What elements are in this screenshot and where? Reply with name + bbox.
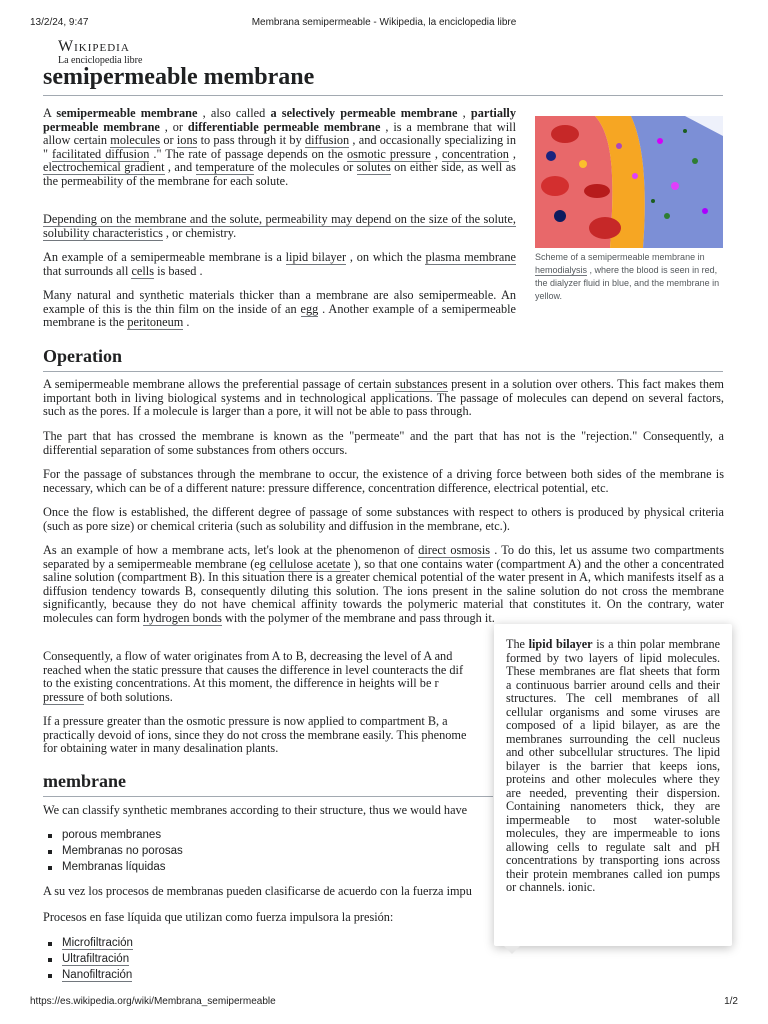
link-concentration[interactable]: concentration [441, 146, 509, 161]
logo-tagline: La enciclopedia libre [58, 55, 143, 66]
molecule-icon [546, 151, 556, 161]
link-diffusion[interactable]: diffusion [304, 133, 350, 147]
molecule-icon [554, 210, 566, 222]
intro-paragraph-3: An example of a semipermeable membrane is a lipid bilayer , on which the plasma membrane that surrounds all cells is based . [43, 250, 516, 278]
popup-text: The lipid bilayer is a thin polar membrane formed by two layers of lipid molecules. These membranes are flat sheets that form a continuous barrier around cells and their structures. The cell membranes of all cellular organisms and some viruses are composed of a lipid bilayer, as are the membranes surrounding the cell nucleus and other subcellular structures. The lipid bilayer is the barrier that keeps ions, proteins and other molecules where they are needed, preventing their dispersion. Containing nanometers thick, they are impermeable to most water-soluble molecules, they are impermeable to ions allowing cells to regulate salt and pH concentrations by transporting ions across their protein membranes called ion pumps or channels. ionic. [506, 637, 720, 894]
print-url: https://es.wikipedia.org/wiki/Membrana_semipermeable [30, 996, 276, 1007]
operation-paragraph-5: As an example of how a membrane acts, let's look at the phenomenon of direct osmosis . To do this, let us assume two compartments separated by a semipermeable membrane (eg cellulose acetate ), so that one contains water (compartment A) and the other a concentrated saline solution (compartment B). In this situation there is a greater chemical potential of the water present in A, which manifests itself as a diffusion tendency towards B, consequently diluting this solution. The ions present in the saline solution do not cross the membrane significantly, because they do not have chemical affinity towards the polymeric material that constitutes it. On the contrary, water molecules can form hydrogen bonds with the polymer of the membrane and pass through it. [43, 543, 724, 625]
operation-paragraph-7: If a pressure greater than the osmotic pressure is now applied to compartment B, a practically devoid of ions, since they do not cross the membrane easily. This phenome for obtaining water in many desalination plants. [43, 714, 467, 755]
operation-paragraph-3: For the passage of substances through the membrane to occur, the existence of a driving force between both sides of the membrane is necessary, which can be of a different nature: pressure difference, concentration difference, electrical potential, etc. [43, 467, 724, 495]
molecule-icon [616, 143, 622, 149]
link-solubility[interactable]: Depending on the membrane and the solute, permeability may depend on the size of the solute, solubility characteristics [43, 212, 516, 240]
operation-paragraph-4: Once the flow is established, the different degree of passage of some substances with respect to others is produced by physical criteria (such as pore size) or chemical criteria (such as solubility and diffusion in the membrane, etc.). [43, 505, 724, 533]
red-blood-cell-icon [589, 217, 621, 239]
link-ultrafiltracion[interactable]: Ultrafiltración [62, 953, 130, 965]
molecule-icon [702, 208, 708, 214]
link-preview-popup[interactable] [494, 624, 732, 946]
link-substances[interactable]: substances [394, 377, 448, 391]
molecule-icon [664, 213, 670, 219]
red-blood-cell-icon [541, 176, 569, 196]
link-cellulose-acetate[interactable]: cellulose acetate [269, 556, 351, 571]
list-item: Membranas no porosas [43, 843, 183, 859]
print-page-number: 1/2 [724, 996, 738, 1007]
link-lipid-bilayer[interactable]: lipid bilayer [285, 250, 347, 264]
dialyzer-region [631, 116, 723, 248]
figure-caption: Scheme of a semipermeable membrane in hemodialysis , where the blood is seen in red, the dialyzer fluid in blue, and the membrane in yellow. [535, 252, 720, 301]
link-ions[interactable]: ions [176, 133, 198, 147]
molecule-icon [657, 138, 663, 144]
membrane-paragraph-3: Procesos en fase líquida que utilizan como fuerza impulsora la presión: [43, 910, 394, 924]
link-peritoneum[interactable]: peritoneum [127, 315, 184, 329]
molecule-icon [692, 158, 698, 164]
list-item[interactable] [43, 935, 133, 951]
logo-wordmark: Wikipedia [58, 38, 130, 55]
list-item: Membranas líquidas [43, 859, 183, 875]
list-item[interactable] [43, 951, 133, 967]
print-page-title: Membrana semipermeable - Wikipedia, la enciclopedia libre [251, 17, 517, 28]
intro-paragraph-4: Many natural and synthetic materials thicker than a membrane are also semipermeable. An example of this is the thin film on the inside of an egg . Another example of a semipermeable membrane is the peritoneum . [43, 288, 517, 329]
intro-paragraph-2: Depending on the membrane and the solute, permeability may depend on the size of the solute, solubility characteristics , or chemistry. [43, 212, 516, 240]
link-plasma-membrane[interactable]: plasma membrane [425, 250, 516, 264]
link-hemodialysis[interactable]: hemodialysis [535, 265, 588, 275]
link-nanofiltracion[interactable]: Nanofiltración [62, 969, 133, 981]
red-blood-cell-icon [551, 125, 579, 143]
link-osmotic-pressure[interactable]: osmotic pressure [346, 146, 431, 161]
operation-paragraph-1: A semipermeable membrane allows the preferential passage of certain substances present in a solution over others. This fact makes them important both in living biological systems and in technological applications. The passage of molecules can depend on several factors, such as the pores. If a molecule is larger than a pore, it will not be able to pass through. [43, 377, 725, 418]
hemodialysis-diagram[interactable] [535, 116, 723, 248]
link-pressure[interactable]: pressure [43, 689, 84, 704]
link-microfiltracion[interactable]: Microfiltración [62, 937, 133, 949]
molecule-icon [579, 160, 587, 168]
molecule-icon [651, 199, 655, 203]
intro-paragraph-1: A semipermeable membrane , also called a selectively permeable membrane , partially permeable membrane , or differentiable permeable membrane , is a membrane that will allow certain molecules or ions to pass through it by diffusion , and occasionally specializing in " facilitated diffusion ." The rate of passage depends on the osmotic pressure , concentration , electrochemical gradient , and temperature of the molecules or solutes on either side, as well as the permeability of the membrane for each solute. [43, 106, 516, 188]
link-facilitated-diffusion[interactable]: facilitated diffusion [52, 146, 150, 161]
link-egg[interactable]: egg [300, 301, 319, 316]
membrane-paragraph-1: We can classify synthetic membranes according to their structure, thus we would have [43, 803, 468, 817]
link-solutes[interactable]: solutes [356, 160, 391, 174]
print-datetime: 13/2/24, 9:47 [30, 17, 89, 28]
section-heading-operation: Operation [43, 345, 723, 372]
list-item[interactable] [43, 967, 133, 983]
link-electrochemical-gradient[interactable]: electrochemical gradient [43, 160, 165, 174]
operation-paragraph-6: Consequently, a flow of water originates from A to B, decreasing the level of A and reached when the static pressure that causes the difference in level counteracts the dif to the existing concentrations. At this moment, the difference in heights will be r pressure of both solutions. [43, 649, 464, 704]
section-heading-membrane: membrane [43, 770, 493, 797]
link-molecules[interactable]: molecules [110, 133, 161, 147]
molecule-icon [683, 129, 687, 133]
link-cells[interactable]: cells [131, 263, 155, 278]
link-temperature[interactable]: temperature [195, 160, 255, 174]
page-title: semipermeable membrane [43, 62, 723, 96]
pressure-processes-list [43, 935, 133, 983]
molecule-icon [632, 173, 638, 179]
membrane-paragraph-2: A su vez los procesos de membranas pueden clasificarse de acuerdo con la fuerza impu [43, 884, 472, 898]
membrane-types-list [43, 827, 183, 875]
molecule-icon [671, 182, 679, 190]
operation-paragraph-2: The part that has crossed the membrane is known as the "permeate" and the part that has not is the "rejection." Consequently, a differential separation of some substances from others occurs. [43, 429, 724, 457]
red-blood-cell-icon [584, 184, 610, 198]
link-hydrogen-bonds[interactable]: hydrogen bonds [143, 610, 222, 625]
popup-pointer [504, 946, 520, 954]
link-direct-osmosis[interactable]: direct osmosis [418, 543, 491, 557]
list-item: porous membranes [43, 827, 183, 843]
